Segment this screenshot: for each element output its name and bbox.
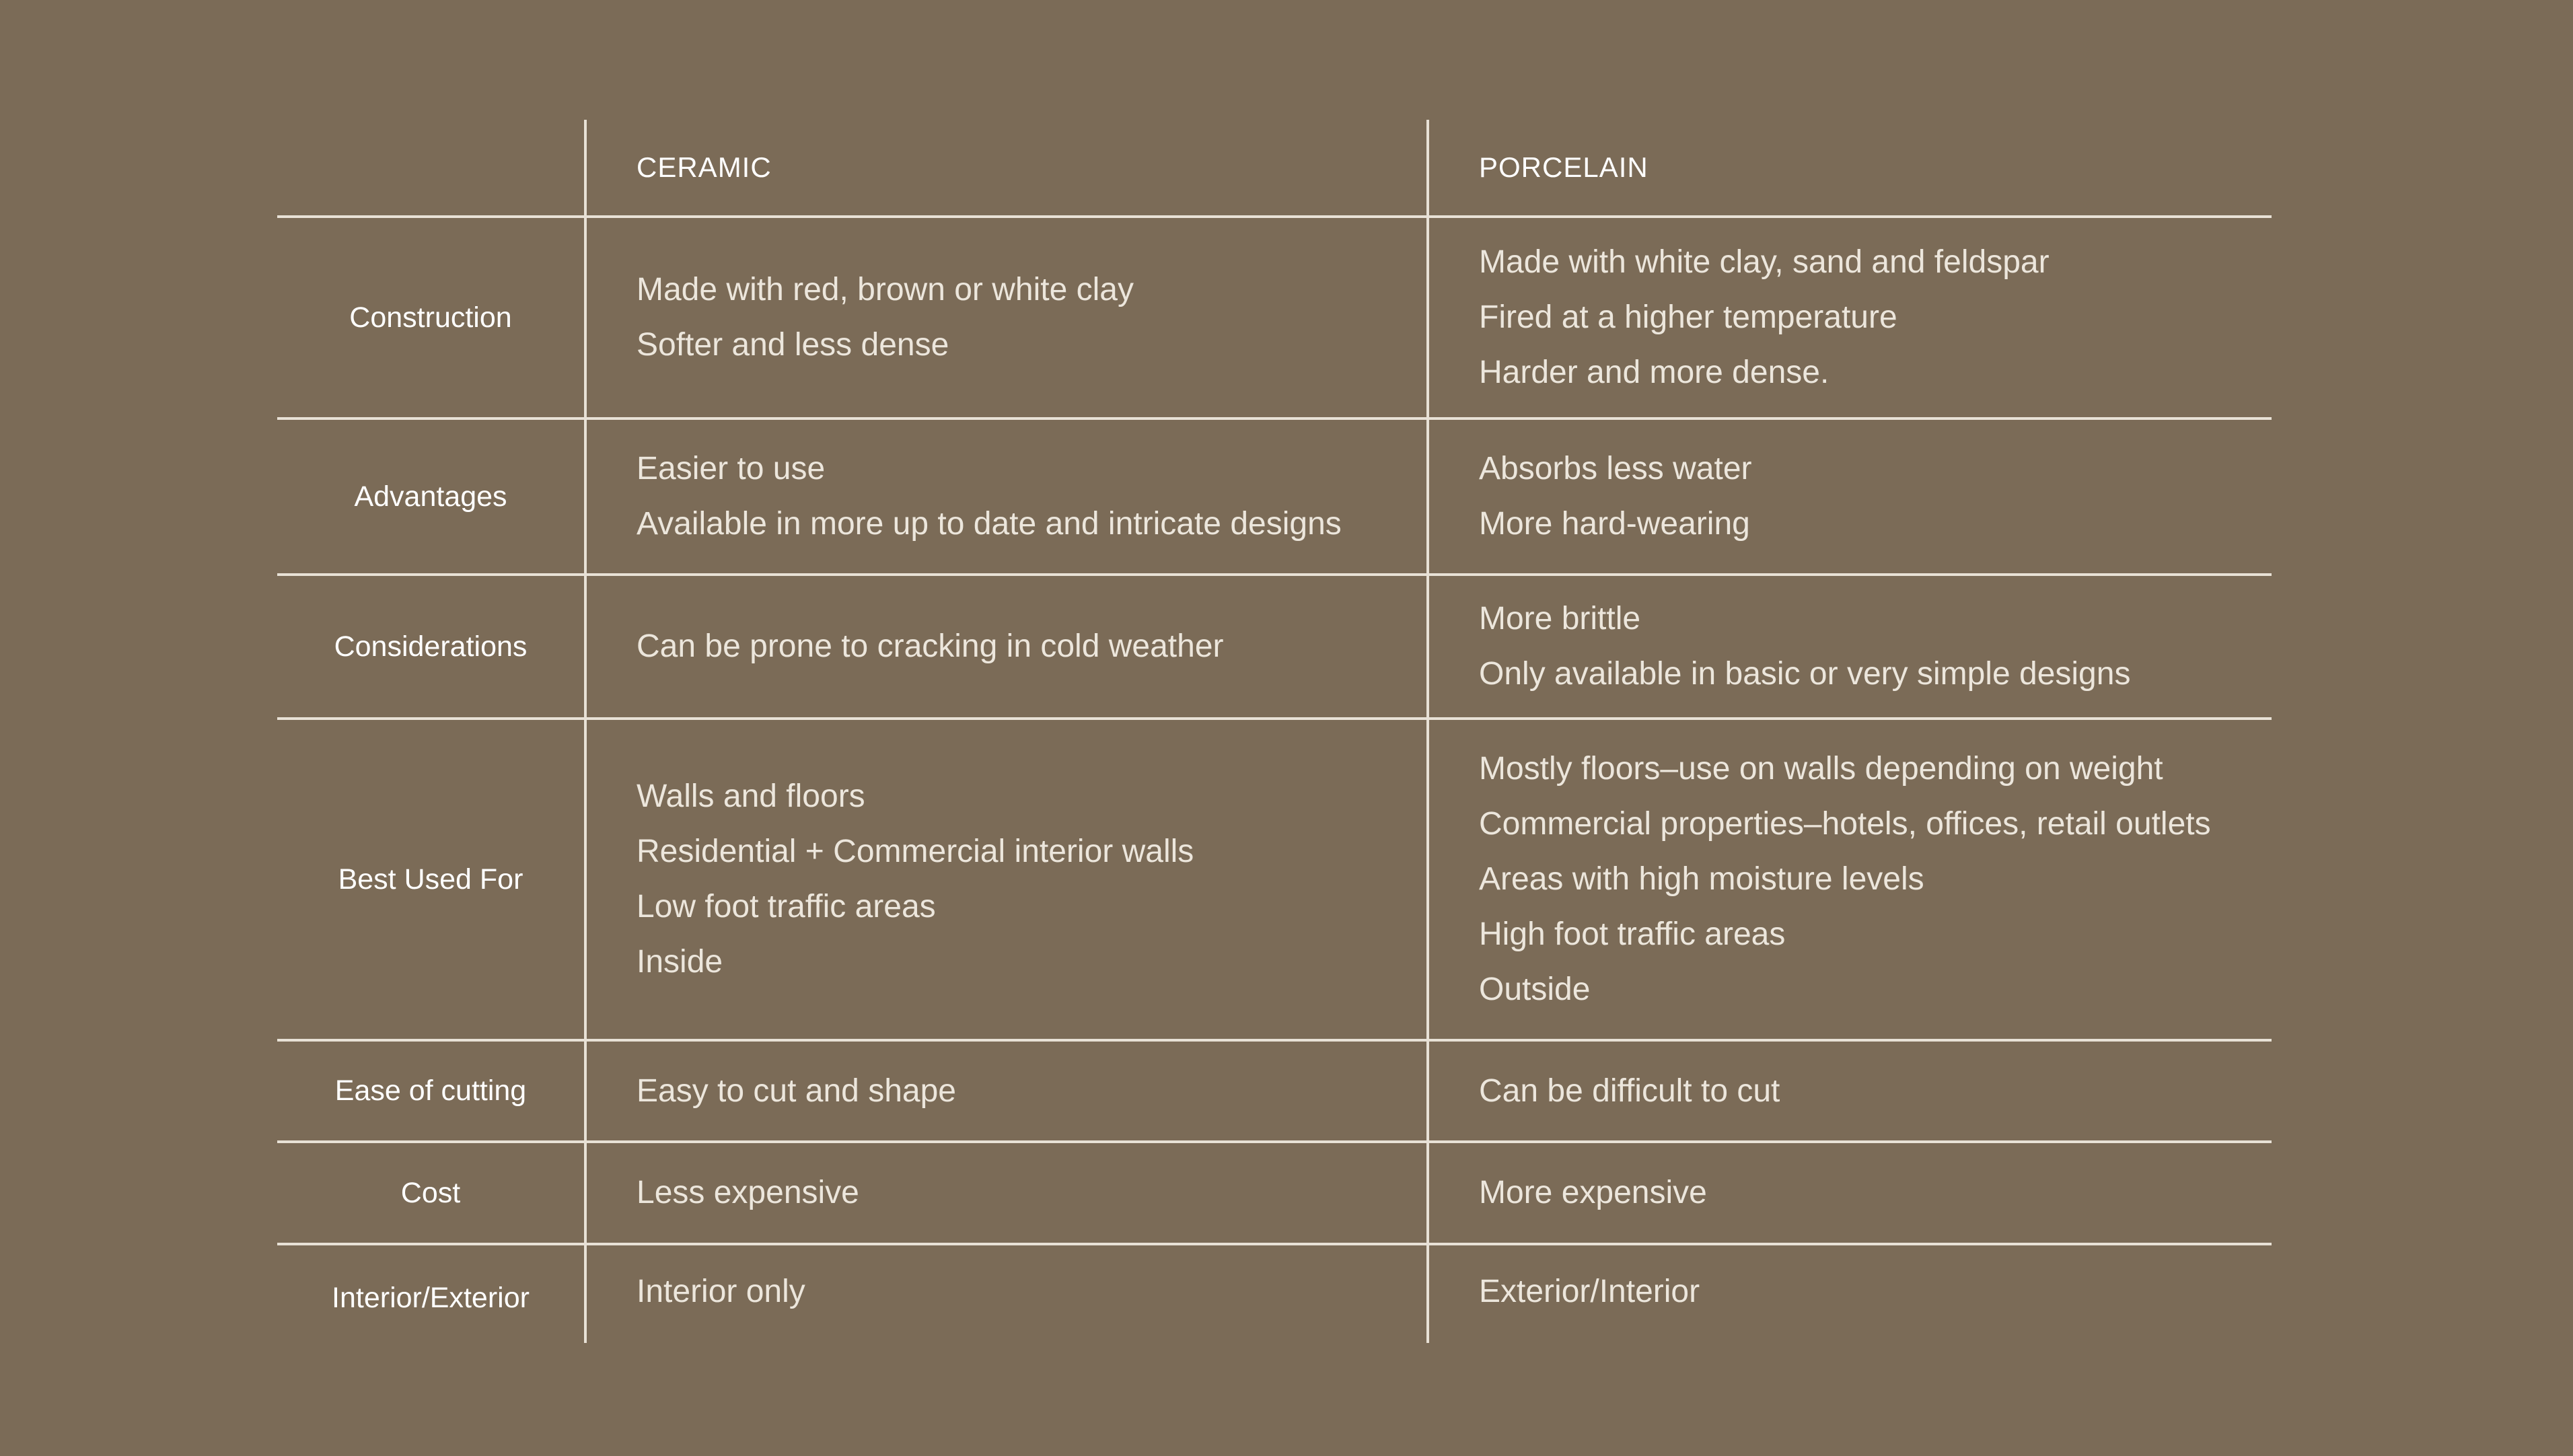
ceramic-cell <box>587 218 1429 417</box>
porcelain-line: Outside <box>1479 972 1591 1007</box>
porcelain-line: Areas with high moisture levels <box>1479 861 1924 897</box>
porcelain-cell <box>1429 420 2272 573</box>
porcelain-line: High foot traffic areas <box>1479 916 1786 952</box>
table-row-cost <box>277 1140 2272 1243</box>
porcelain-line: Harder and more dense. <box>1479 355 1829 390</box>
row-label: Cost <box>277 1143 587 1243</box>
header-ceramic: CERAMIC <box>637 151 772 183</box>
porcelain-line: Commercial properties–hotels, offices, retail outlets <box>1479 806 2211 842</box>
ceramic-line: Less expensive <box>637 1175 859 1210</box>
ceramic-line: Walls and floors <box>637 778 865 814</box>
porcelain-line: Mostly floors–use on walls depending on weight <box>1479 751 2163 787</box>
header-porcelain-cell <box>1429 120 2272 215</box>
porcelain-cell <box>1429 720 2272 1039</box>
table-header-row <box>277 120 2272 215</box>
row-label: Construction <box>277 218 587 417</box>
ceramic-line: Can be prone to cracking in cold weather <box>637 628 1224 664</box>
row-label: Best Used For <box>277 720 587 1039</box>
porcelain-line: Absorbs less water <box>1479 451 1752 486</box>
ceramic-cell <box>587 1042 1429 1140</box>
row-label: Considerations <box>277 576 587 717</box>
ceramic-line: Residential + Commercial interior walls <box>637 834 1194 869</box>
porcelain-line: More hard-wearing <box>1479 506 1750 542</box>
porcelain-line: Exterior/Interior <box>1479 1273 1700 1309</box>
porcelain-line: Fired at a higher temperature <box>1479 299 1897 335</box>
porcelain-line: Made with white clay, sand and feldspar <box>1479 244 2050 280</box>
table-row-ease-of-cutting <box>277 1039 2272 1140</box>
ceramic-line: Low foot traffic areas <box>637 889 936 924</box>
ceramic-line: Available in more up to date and intricate designs <box>637 506 1342 542</box>
porcelain-line: Can be difficult to cut <box>1479 1072 1780 1109</box>
porcelain-cell <box>1429 1143 2272 1243</box>
ceramic-line: Interior only <box>637 1273 805 1309</box>
comparison-table <box>277 120 2272 1343</box>
ceramic-line: Easier to use <box>637 451 826 486</box>
porcelain-cell <box>1429 218 2272 417</box>
row-label: Interior/Exterior <box>277 1245 587 1343</box>
ceramic-line: Inside <box>637 944 723 980</box>
table-row-advantages <box>277 417 2272 573</box>
porcelain-line: Only available in basic or very simple designs <box>1479 656 2131 692</box>
porcelain-line: More expensive <box>1479 1175 1707 1210</box>
porcelain-cell <box>1429 576 2272 717</box>
ceramic-cell <box>587 720 1429 1039</box>
ceramic-line: Softer and less dense <box>637 327 949 363</box>
row-label: Advantages <box>277 420 587 573</box>
ceramic-cell <box>587 1245 1429 1343</box>
header-porcelain: PORCELAIN <box>1479 151 1648 183</box>
ceramic-line: Easy to cut and shape <box>637 1072 956 1109</box>
porcelain-cell <box>1429 1042 2272 1140</box>
table-row-interior-exterior <box>277 1243 2272 1343</box>
ceramic-cell <box>587 576 1429 717</box>
table-row-best-used-for <box>277 717 2272 1039</box>
table-row-construction <box>277 215 2272 417</box>
porcelain-cell <box>1429 1245 2272 1343</box>
ceramic-line: Made with red, brown or white clay <box>637 272 1134 307</box>
ceramic-cell <box>587 420 1429 573</box>
table-row-considerations <box>277 573 2272 717</box>
porcelain-line: More brittle <box>1479 601 1641 636</box>
header-ceramic-cell <box>587 120 1429 215</box>
header-empty-cell <box>277 120 587 215</box>
ceramic-cell <box>587 1143 1429 1243</box>
row-label: Ease of cutting <box>277 1042 587 1140</box>
